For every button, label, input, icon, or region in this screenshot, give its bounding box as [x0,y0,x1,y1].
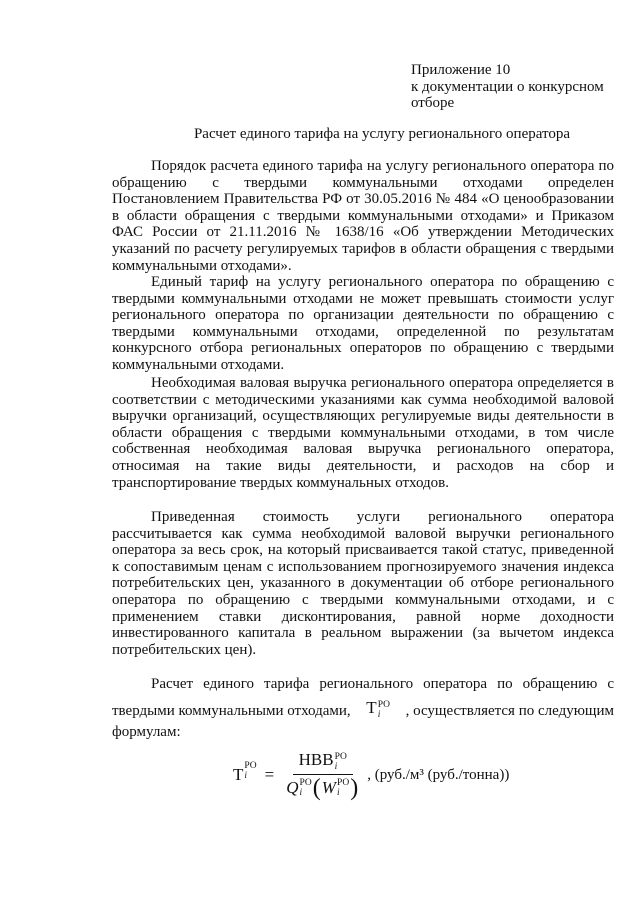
paragraph-4: Приведенная стоимость услуги регионального оператора рассчитывается как сумма необходимой валовой выручки регионального оператора за весь срок, на который присваивается такой статус, приведенной к сопоставимым ценам с использованием прогнозируемого значения индекса потребительских цен, указанного в документации об отборе регионального оператора по обращению с твердыми коммунальными отходами, и с применением ставки дисконтирования, равной норме доходности инвестированного капитала в реальном выражении (за вычетом индекса потребительских цен). [112,509,614,658]
formula-numerator-text: НВВ [298,750,334,769]
paragraph-5-text-after: , осуществляется по следующим [405,703,614,719]
formula-W-indices [337,778,349,798]
document-title: Расчет единого тарифа на услугу регионального оператора [193,126,571,142]
formula-W: W [321,777,336,797]
formula-W-sup: РО [336,778,350,788]
paragraph-1: Порядок расчета единого тарифа на услугу регионального оператора по обращению с твердыми коммунальными отходами определен Постановлением Правительства РФ от 30.05.2016 № 484 «О ценообразовании в области обращения с твердыми коммунальными отходами» и Приказом ФАС России от 21.11.2016 № 1638/16 «Об утверждении Методических указаний по расчету регулируемых тарифов в области обращения с твердыми коммунальными отходами». [112,158,614,274]
formula-lhs-T: T [233,764,244,784]
annex-header [411,62,626,112]
paragraph-5-line-2 [112,697,614,720]
annex-line-2: к документации о конкурсном [411,78,604,95]
formula-numerator-indices [335,752,347,772]
inline-tariff-sub: i [377,709,381,720]
formula-open-paren: ( [312,775,321,801]
formula-Q-sub: i [299,788,303,798]
formula-denominator [282,775,363,801]
formula-lhs-sup: РО [244,761,257,771]
tariff-formula [233,750,510,801]
formula-W-sub: i [336,788,340,798]
formula-Q-sup: РО [299,778,312,788]
formula-lhs-sub: i [244,771,248,781]
paragraph-5 [112,676,614,740]
formula-close-paren: ) [350,775,359,801]
paragraph-5-line-3: формулам: [112,723,181,740]
formula-lhs-indices [244,761,256,781]
formula-equals: = [264,764,275,784]
paragraph-5-line-1: Расчет единого тарифа регионального оператора по обращению с [151,676,614,692]
formula-numerator-sub: i [334,762,338,772]
paragraph-5-text-before: твердыми коммунальными отходами, [112,703,351,719]
formula-numerator-sup: РО [334,752,347,762]
inline-tariff-T: T [366,697,377,717]
formula-Q-indices [300,778,312,798]
paragraph-3: Необходимая валовая выручка регионального оператора определяется в соответствии с методическими указаниями как сумма необходимой валовой выручки организаций, осуществляющих регулируемые виды деятельности в области обращения с твердыми коммунальными отходами, в том числе собственная необходимая валовая выручка регионального оператора, относимая на такие виды деятельности, и расходов на сбор и транспортирование твердых коммунальных отходов. [112,375,614,491]
annex-line-3: отборе [411,95,455,112]
inline-tariff-symbol [366,697,390,720]
formula-Q: Q [286,777,299,797]
paragraph-2: Единый тариф на услугу регионального оператора по обращению с твердыми коммунальными отходами не может превышать стоимости услуг регионального оператора по организации деятельности по обращению с твердыми коммунальными отходами, определенной по результатам конкурсного отбора региональных операторов по обращению с твердыми коммунальными отходами. [112,274,614,373]
formula-units: , (руб./м³ (руб./тонна)) [367,766,510,783]
inline-tariff-sup: РО [377,699,390,710]
formula-numerator [293,752,353,775]
formula-fraction [282,750,363,801]
inline-tariff-indices [378,700,390,720]
annex-line-1: Приложение 10 [411,62,511,78]
